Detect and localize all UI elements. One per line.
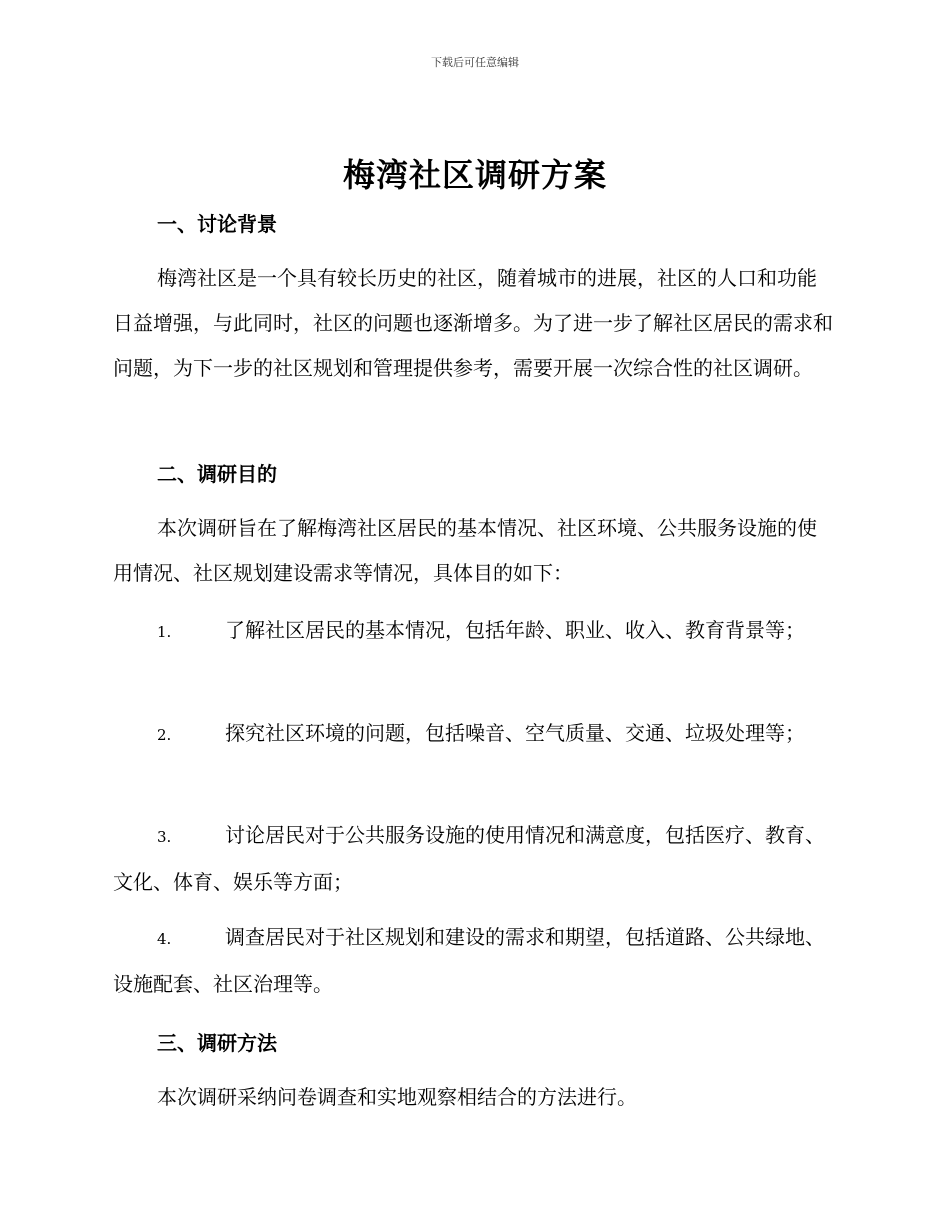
section-heading-method: 三、调研方法: [157, 1031, 277, 1055]
list-item-text: 探究社区环境的问题，包括噪音、空气质量、交通、垃圾处理等；: [225, 721, 805, 745]
section-heading-background: 一、讨论背景: [157, 212, 277, 236]
list-item-number: 4.: [157, 930, 172, 948]
list-item-text: 讨论居民对于公共服务设施的使用情况和满意度，包括医疗、教育、文化、体育、娱乐等方面；: [113, 823, 825, 894]
list-item: [113, 608, 835, 655]
list-item-number: 1.: [157, 623, 172, 641]
document-title: 梅湾社区调研方案: [342, 156, 607, 194]
background-paragraph: 梅湾社区是一个具有较长历史的社区，随着城市的进展，社区的人口和功能日益增强，与此同时，社区的问题也逐渐增多。为了进一步了解社区居民的需求和问题，为下一步的社区规划和管理提供参考，需要开展一次综合性的社区调研。: [113, 266, 833, 380]
list-item-number: 3.: [157, 828, 172, 846]
list-item: [113, 711, 835, 758]
section-heading-purpose: 二、调研目的: [157, 462, 277, 486]
purpose-paragraph: 本次调研旨在了解梅湾社区居民的基本情况、社区环境、公共服务设施的使用情况、社区规划建设需求等情况，具体目的如下：: [113, 516, 817, 585]
list-item-text: 了解社区居民的基本情况，包括年龄、职业、收入、教育背景等；: [225, 618, 805, 642]
method-paragraph: 本次调研采纳问卷调查和实地观察相结合的方法进行。: [157, 1085, 637, 1109]
page-header-note: 下载后可任意编辑: [431, 56, 519, 69]
list-item-number: 2.: [157, 726, 172, 744]
list-item-text: 调查居民对于社区规划和建设的需求和期望，包括道路、公共绿地、设施配套、社区治理等。: [113, 925, 825, 996]
list-item: [113, 813, 835, 905]
list-item: [113, 915, 835, 1007]
